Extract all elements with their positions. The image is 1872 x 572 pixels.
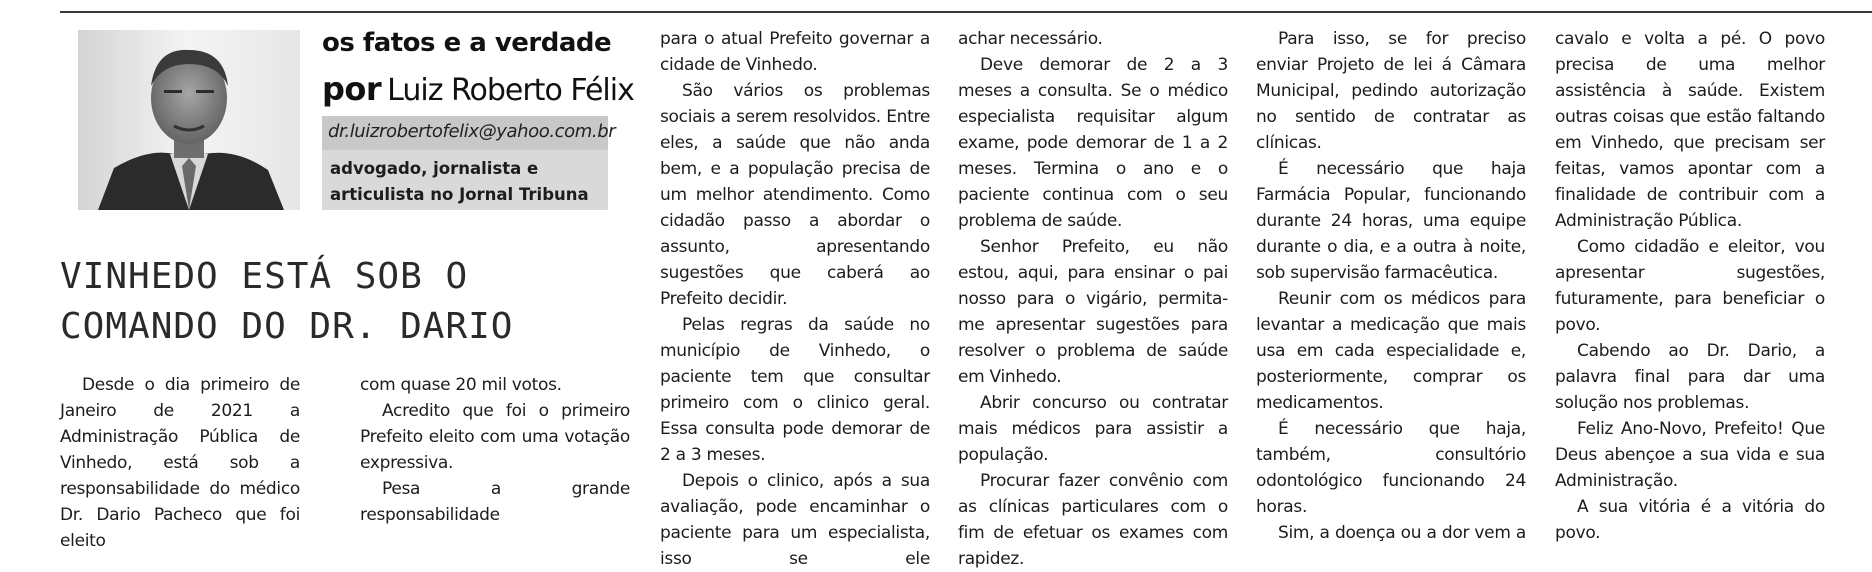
paragraph: Sim, a doença ou a dor vem a	[1278, 523, 1526, 543]
paragraph: Pesa a grande responsabilidade	[360, 479, 630, 525]
author-name: Luiz Roberto Félix	[387, 73, 634, 108]
article-headline: VINHEDO ESTÁ SOB O COMANDO DO DR. DARIO	[60, 256, 514, 347]
paragraph: É necessário que haja Farmácia Popular, funcionando durante 24 horas, uma equipe durante o dia, e a outra à noite, sob supervisão farmacêutica.	[1256, 159, 1526, 283]
top-rule	[60, 11, 1872, 13]
byline	[322, 70, 634, 108]
paragraph: com quase 20 mil votos.	[360, 375, 562, 395]
article-column-6	[1555, 26, 1825, 546]
paragraph: A sua vitória é a vitória do povo.	[1555, 497, 1825, 543]
paragraph: É necessário que haja, também, consultório odontológico funcionando 24 horas.	[1256, 419, 1526, 517]
author-email: dr.luizrobertofelix@yahoo.com.br	[328, 121, 616, 142]
paragraph: Desde o dia primeiro de Janeiro de 2021 a Administração Pública de Vinhedo, está sob a responsabilidade do médico Dr. Dario Pacheco que foi eleito	[60, 375, 300, 551]
paragraph: Como cidadão e eleitor, vou apresentar sugestões, futuramente, para beneficiar o povo.	[1555, 237, 1825, 335]
paragraph: achar necessário.	[958, 29, 1103, 49]
article-column-3	[660, 26, 930, 572]
paragraph: São vários os problemas sociais a serem resolvidos. Entre eles, a saúde que não anda bem, e a população precisa de um melhor atendimento. Como cidadão passo a abordar o assunto, apresentando sugestões que caberá ao Prefeito decidir.	[660, 81, 930, 309]
author-bio: advogado, jornalista e articulista no Jornal Tribuna	[322, 150, 608, 210]
paragraph: Deve demorar de 2 a 3 meses a consulta. Se o médico especialista requisitar algum exame, pode demorar de 1 a 2 meses. Termina o ano e o paciente continua com o seu problema de saúde.	[958, 55, 1228, 231]
article-column-4	[958, 26, 1228, 572]
paragraph: Para isso, se for preciso enviar Projeto de lei á Câmara Municipal, pedindo autorização no sentido de contratar as clínicas.	[1256, 29, 1526, 153]
paragraph: Acredito que foi o primeiro Prefeito eleito com uma votação expressiva.	[360, 401, 630, 473]
paragraph: Cabendo ao Dr. Dario, a palavra final para dar uma solução nos problemas.	[1555, 341, 1825, 413]
column-kicker: os fatos e a verdade	[322, 28, 612, 58]
paragraph: Abrir concurso ou contratar mais médicos para assistir a população.	[958, 393, 1228, 465]
author-photo	[78, 30, 300, 210]
paragraph: Senhor Prefeito, eu não estou, aqui, para ensinar o pai nosso para o vigário, permita-me apresentar sugestões para resolver o problema de saúde em Vinhedo.	[958, 237, 1228, 387]
paragraph: Depois o clinico, após a sua avaliação, pode encaminhar o paciente para um especialista, isso se ele	[660, 471, 930, 569]
article-column-1	[60, 372, 300, 554]
article-column-5	[1256, 26, 1526, 546]
author-portrait-icon	[78, 30, 300, 210]
paragraph: cavalo e volta a pé. O povo precisa de uma melhor assistência à saúde. Existem outras coisas que estão faltando em Vinhedo, que precisam ser feitas, vamos apontar com a finalidade de contribuir com a Administração Pública.	[1555, 29, 1825, 231]
paragraph: Pelas regras da saúde no município de Vinhedo, o paciente tem que consultar primeiro com o clinico geral. Essa consulta pode demorar de 2 a 3 meses.	[660, 315, 930, 465]
article-column-2	[360, 372, 630, 528]
paragraph: Feliz Ano-Novo, Prefeito! Que Deus abençoe a sua vida e sua Administração.	[1555, 419, 1825, 491]
paragraph: Reunir com os médicos para levantar a medicação que mais usa em cada especialidade e, posteriormente, comprar os medicamentos.	[1256, 289, 1526, 413]
author-info-box	[322, 116, 616, 210]
paragraph: Procurar fazer convênio com as clínicas particulares com o fim de efetuar os exames com rapidez.	[958, 471, 1228, 569]
byline-by: por	[322, 70, 382, 108]
paragraph: para o atual Prefeito governar a cidade de Vinhedo.	[660, 29, 930, 75]
